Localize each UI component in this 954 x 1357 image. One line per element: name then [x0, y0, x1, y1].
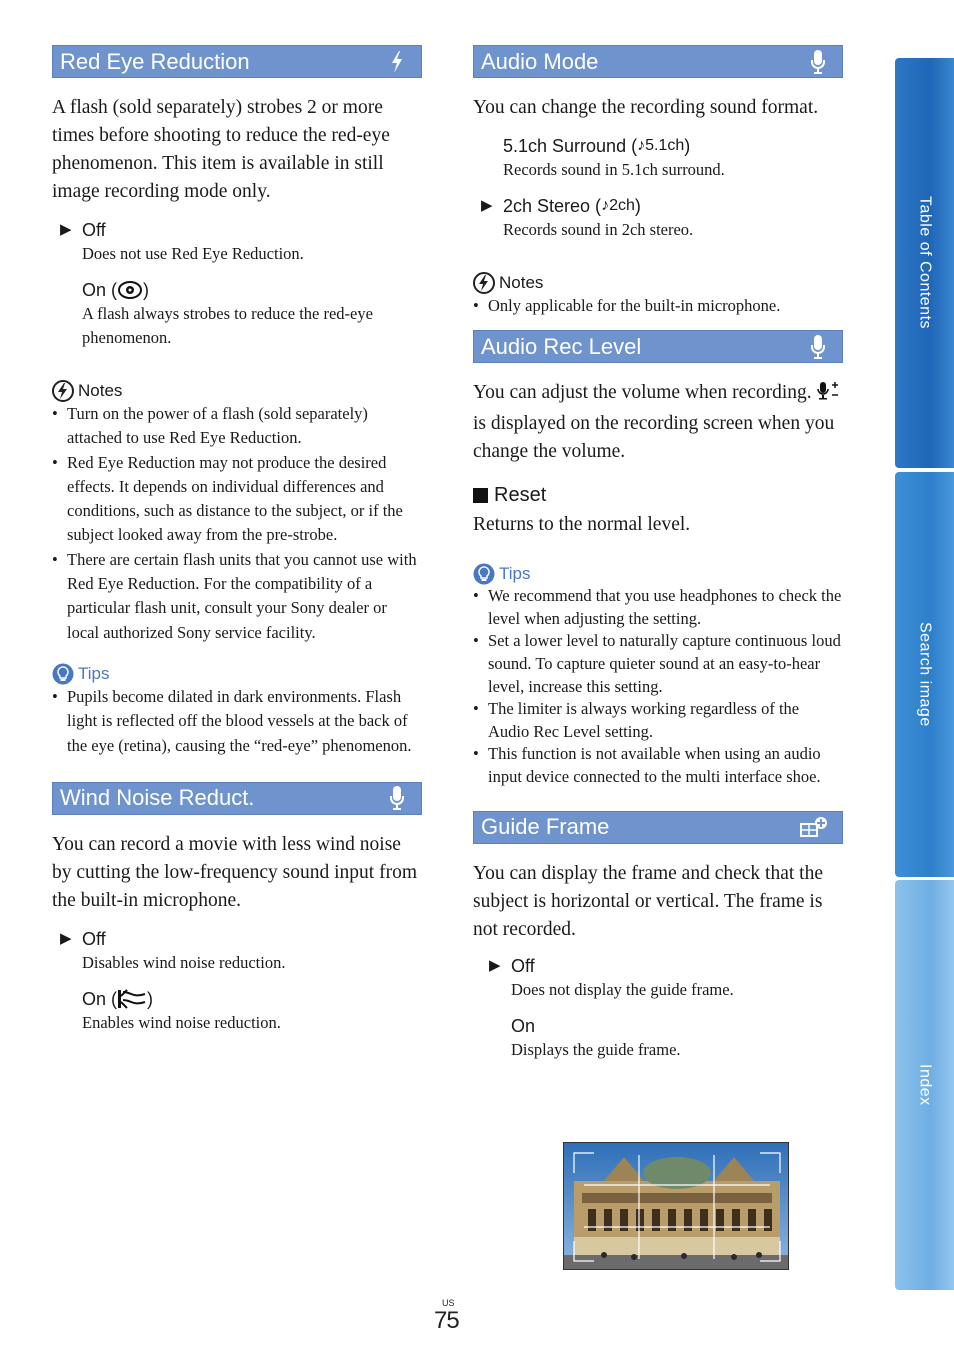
tips-heading: Tips	[52, 663, 422, 685]
audio-rec-header	[473, 330, 843, 363]
option-desc: Does not use Red Eye Reduction.	[82, 244, 304, 263]
option-desc: Records sound in 2ch stereo.	[503, 220, 694, 239]
sidebar-tab-search-image[interactable]: Search image	[895, 472, 954, 877]
list-item: • There are certain flash units that you cannot use with Red Eye Reduction. For the compatibility of a particular flash unit, consult your Sony dealer or local authorized Sony service facility.	[52, 548, 422, 645]
red-eye-notes-list	[52, 402, 422, 645]
audio-rec-intro: You can adjust the volume when recording. is displayed on the recording screen when you change the volume.	[473, 379, 843, 466]
wind-option-on	[52, 987, 422, 1035]
tips-lightbulb-icon	[473, 563, 495, 585]
default-arrow-icon: ▶	[481, 197, 493, 214]
guide-frame-title: Guide Frame	[481, 814, 610, 840]
red-eye-title: Red Eye Reduction	[60, 48, 250, 74]
option-label-end: )	[147, 988, 154, 1009]
notes-icon	[52, 380, 74, 402]
page-number-value: 75	[434, 1307, 459, 1334]
reset-desc: Returns to the normal level.	[473, 514, 691, 536]
option-desc: Displays the guide frame.	[511, 1039, 681, 1059]
audio-mode-header	[473, 45, 843, 78]
option-desc: Does not display the guide frame.	[511, 979, 734, 999]
surround-icon: ♪5.1ch	[637, 137, 685, 154]
list-item: • Red Eye Reduction may not produce the desired effects. It depends on individual differences and conditions, such as distance to the subject, or if the subject looked away from the pre-strobe.	[52, 451, 422, 548]
audio-option-stereo: ▶ 2ch Stereo ( ♪2ch ) Records sound in 2ch stereo.	[473, 194, 843, 242]
audio-mode-title: Audio Mode	[481, 48, 599, 74]
option-desc: A flash always strobes to reduce the red-eye phenomenon.	[82, 304, 373, 347]
notes-heading: Notes	[52, 380, 422, 402]
list-item: • Turn on the power of a flash (sold separately) attached to use Red Eye Reduction.	[52, 402, 422, 451]
option-label: On (	[82, 280, 118, 300]
stereo-icon: ♪2ch	[601, 197, 635, 214]
guide-frame-intro: You can display the frame and check that the subject is horizontal or vertical. The frame is not recorded.	[473, 862, 823, 940]
guide-option-on	[473, 1014, 843, 1062]
option-label: Off	[82, 928, 106, 949]
option-desc: Disables wind noise reduction.	[82, 952, 286, 972]
guide-option-off	[473, 954, 843, 1002]
option-label: Off	[82, 220, 106, 240]
wind-cut-icon	[117, 988, 147, 1010]
black-square-icon	[473, 488, 488, 503]
audio-mode-intro: You can change the recording sound format.	[473, 97, 819, 118]
red-eye-intro: A flash (sold separately) strobes 2 or more times before shooting to reduce the red-eye phenomenon. This item is available in still image recording mode only.	[52, 97, 390, 202]
sidebar-tab-index[interactable]: Index	[895, 880, 954, 1290]
wind-noise-header	[52, 782, 422, 815]
right-column	[473, 45, 843, 1062]
red-eye-option-off	[52, 218, 422, 266]
option-label: 5.1ch Surround (	[503, 136, 638, 156]
sidebar-tab-table-of-contents[interactable]: Table of Contents	[895, 58, 954, 468]
tips-heading: Tips	[473, 563, 843, 585]
guide-frame-example-image	[563, 1142, 789, 1270]
list-item: • Set a lower level to naturally capture continuous loud sound. To capture quieter sound at an easy-to-hear level, increase this setting.	[473, 630, 843, 698]
option-label: On	[511, 1015, 536, 1036]
microphone-icon	[386, 785, 408, 811]
tips-lightbulb-icon	[52, 663, 74, 685]
mic-level-icon	[817, 381, 841, 410]
option-label: On (	[82, 988, 118, 1009]
wind-noise-intro: You can record a movie with less wind noise by cutting the low-frequency sound input from the built-in microphone.	[52, 833, 418, 911]
microphone-icon	[807, 49, 829, 75]
flash-icon	[386, 49, 408, 75]
option-label-end: )	[143, 280, 150, 300]
list-item: • The limiter is always working regardless of the Audio Rec Level setting.	[473, 698, 843, 743]
default-arrow-icon: ▶	[60, 221, 72, 238]
region-code: US	[442, 1298, 455, 1308]
notes-heading: Notes	[473, 272, 843, 294]
list-item: • We recommend that you use headphones to check the level when adjusting the setting.	[473, 585, 843, 630]
audio-rec-tips-list	[473, 585, 843, 788]
guide-frame-icon	[799, 814, 829, 840]
audio-mode-notes-list	[473, 294, 843, 318]
option-label: 2ch Stereo (	[503, 196, 602, 216]
wind-noise-title: Wind Noise Reduct.	[60, 785, 255, 811]
option-desc: Enables wind noise reduction.	[82, 1012, 281, 1032]
red-eye-tips-list	[52, 685, 422, 758]
list-item: • This function is not available when using an audio input device connected to the multi interface shoe.	[473, 743, 843, 788]
option-label: Off	[511, 955, 535, 976]
audio-option-surround: 5.1ch Surround ( ♪5.1ch ) Records sound in 5.1ch surround.	[473, 134, 843, 182]
wind-option-off	[52, 927, 422, 975]
notes-icon	[473, 272, 495, 294]
audio-rec-title: Audio Rec Level	[481, 333, 642, 359]
microphone-icon	[807, 334, 829, 360]
reset-heading: Reset	[473, 484, 843, 507]
list-item: • Only applicable for the built-in microphone.	[473, 294, 843, 318]
eye-icon	[117, 280, 143, 300]
default-arrow-icon: ▶	[489, 956, 501, 974]
red-eye-option-on	[52, 278, 422, 350]
red-eye-header	[52, 45, 422, 78]
default-arrow-icon: ▶	[60, 929, 72, 947]
list-item: • Pupils become dilated in dark environments. Flash light is reflected off the blood vessels at the back of the eye (retina), causing the “red-eye” phenomenon.	[52, 685, 422, 758]
guide-frame-header	[473, 811, 843, 844]
left-column	[52, 45, 422, 1035]
option-desc: Records sound in 5.1ch surround.	[503, 160, 725, 179]
